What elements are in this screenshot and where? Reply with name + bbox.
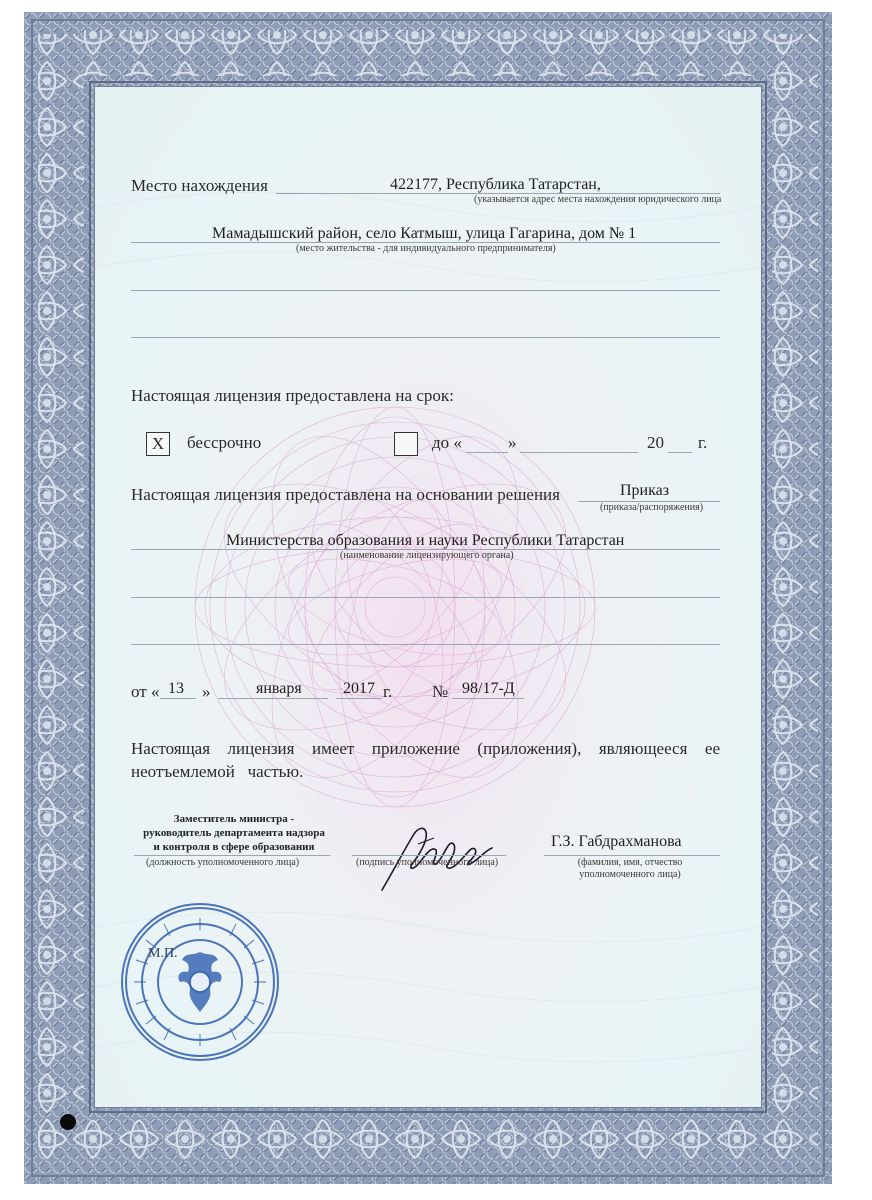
name-hint-1: (фамилия, имя, отчество	[577, 857, 683, 868]
date-day-line	[160, 698, 196, 699]
location-address-line-1: 422177, Республика Татарстан,	[390, 176, 601, 193]
appendix-line-1	[131, 739, 720, 759]
signature-line	[352, 855, 506, 856]
until-day-line	[466, 452, 508, 453]
name-line	[544, 855, 720, 856]
date-from-label: от «	[131, 682, 160, 701]
basis-authority: Министерства образования и науки Республики Татарстан	[226, 532, 625, 549]
name-hint	[560, 857, 700, 881]
name-hint-2: уполномоченного лица)	[579, 869, 681, 880]
location-label: Место нахождения	[131, 176, 268, 195]
date-year-suffix: г.	[383, 682, 393, 701]
appendix-word: лицензия	[227, 739, 295, 758]
blank-line-1	[131, 290, 720, 291]
blank-line-3	[131, 597, 720, 598]
until-label: до «	[432, 433, 462, 452]
blank-line-4	[131, 644, 720, 645]
appendix-word: являющееся	[598, 739, 688, 758]
location-hint-1: (указывается адрес места нахождения юридического лица	[474, 194, 722, 205]
appendix-word: имеет	[311, 739, 355, 758]
until-year-line	[668, 452, 692, 453]
date-month-line	[218, 698, 328, 699]
until-year-prefix: 20	[647, 433, 664, 452]
appendix-line-2: неотъемлемой частью.	[131, 762, 304, 781]
date-number: 98/17-Д	[462, 680, 515, 697]
position-line-2: руководитель департамента надзора	[143, 827, 325, 839]
appendix-word: приложение	[371, 739, 460, 758]
seal-label: М.П.	[148, 946, 178, 961]
position-hint: (должность уполномоченного лица)	[146, 857, 300, 868]
until-year-suffix: г.	[698, 433, 708, 452]
official-seal	[118, 900, 282, 1064]
basis-doc-hint: (приказа/распоряжения)	[600, 502, 704, 513]
date-year: 2017	[343, 680, 375, 697]
date-year-line	[336, 698, 382, 699]
position-line	[134, 855, 330, 856]
position-line-3: и контроля в сфере образования	[153, 841, 315, 853]
date-day: 13	[168, 680, 184, 697]
signatory-name: Г.З. Габдрахманова	[551, 833, 682, 850]
location-hint-2: (место жительства - для индивидуального предпринимателя)	[296, 243, 556, 254]
date-month: января	[256, 680, 302, 697]
indefinite-checkbox[interactable]: X	[146, 432, 170, 456]
signature-hint: (подпись уполномоченного лица)	[356, 857, 499, 868]
basis-label: Настоящая лицензия предоставлена на основании решения	[131, 485, 560, 504]
basis-doc-type: Приказ	[620, 482, 670, 499]
basis-authority-hint: (наименование лицензирующего органа)	[340, 550, 514, 561]
indefinite-label: бессрочно	[187, 433, 262, 452]
position-line-1: Заместитель министра -	[173, 813, 295, 825]
location-address-line-2: Мамадышский район, село Катмыш, улица Гагарина, дом № 1	[212, 225, 637, 242]
punch-hole	[60, 1114, 76, 1130]
until-checkbox[interactable]	[394, 432, 418, 456]
position-title	[134, 812, 334, 854]
date-number-label: №	[432, 682, 449, 701]
appendix-word: ее	[704, 739, 720, 758]
date-day-close: »	[202, 682, 211, 701]
appendix-word: Настоящая	[131, 739, 211, 758]
until-close: »	[508, 433, 517, 452]
until-month-line	[520, 452, 638, 453]
appendix-word: (приложения),	[477, 739, 582, 758]
term-label: Настоящая лицензия предоставлена на срок:	[131, 386, 454, 405]
blank-line-2	[131, 337, 720, 338]
date-number-line	[452, 698, 524, 699]
